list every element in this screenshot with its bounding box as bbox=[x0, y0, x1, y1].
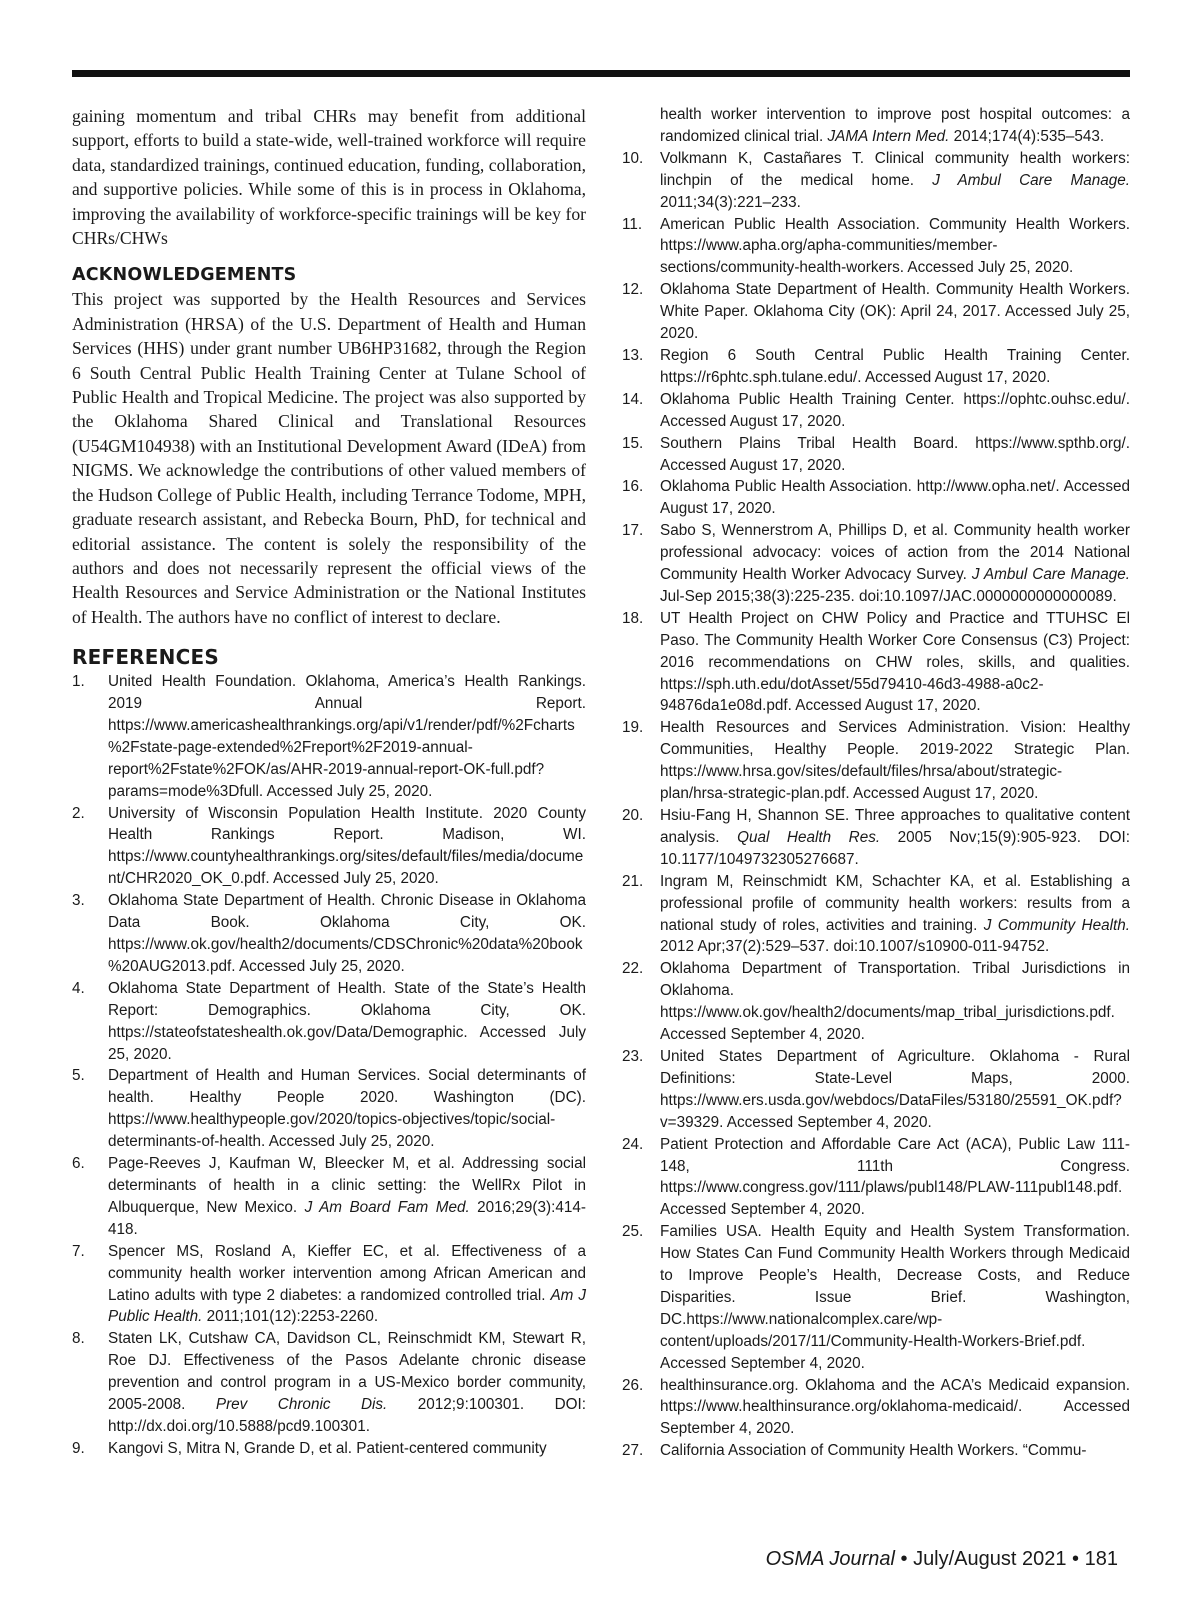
reference-number: 21. bbox=[622, 872, 644, 890]
reference-text: Health Resources and Services Administration. Vision: Healthy Communities, Healthy People. 2019-2022 Strategic Plan. https://www.hrsa.gov/sites/default/files/hrsa/about/strategic-plan/hrsa-strategic-plan.pdf. Accessed August 17, 2020. bbox=[660, 719, 1130, 803]
reference-number: 16. bbox=[622, 478, 644, 496]
reference-number: 7. bbox=[72, 1242, 85, 1260]
reference-number: 22. bbox=[622, 960, 644, 978]
reference-item bbox=[622, 476, 1130, 520]
reference-item bbox=[622, 345, 1130, 389]
references-list-left bbox=[72, 671, 586, 1460]
reference-item bbox=[622, 1221, 1130, 1374]
reference-journal: J Ambul Care Manage. bbox=[932, 171, 1130, 189]
reference-item bbox=[72, 978, 586, 1066]
reference-item bbox=[622, 433, 1130, 477]
reference-text: Oklahoma Public Health Association. http://www.opha.net/. Accessed August 17, 2020. bbox=[660, 478, 1130, 518]
reference-number: 18. bbox=[622, 609, 644, 627]
reference-journal: J Community Health. bbox=[983, 916, 1131, 934]
reference-item bbox=[72, 1438, 586, 1460]
reference-journal: Qual Health Res. bbox=[737, 828, 881, 846]
reference-text: UT Health Project on CHW Policy and Practice and TTUHSC El Paso. The Community Health Worker Core Consensus (C3) Project: 2016 recommendations on CHW roles, skills, and qualities. https://sph.uth.edu/dotAsset/55d79410-46d3-4988-a0c2-94876da1e08d.pdf. Accessed August 17, 2020. bbox=[660, 609, 1130, 715]
reference-number: 19. bbox=[622, 719, 644, 737]
reference-number: 6. bbox=[72, 1155, 85, 1173]
acknowledgements-text: This project was supported by the Health Resources and Services Administration (HRSA) of the U.S. Department of Health and Human Services (HHS) under grant number UB6HP31682, through the Region 6 South Central Public Health Training Center at Tulane School of Public Health and Tropical Medicine. The project was also supported by the Oklahoma Shared Clinical and Translational Resources (U54GM104938) with an Institutional Development Award (IDeA) from NIGMS. We acknowledge the contributions of other valued members of the Hudson College of Public Health, including Terrance Todome, MPH, graduate research assistant, and Rebecka Bourn, PhD, for technical and editorial assistance. The content is solely the responsibility of the authors and does not necessarily represent the official views of the Health Resources and Service Administration or the National Institutes of Health. The authors have no conflict of interest to declare. bbox=[72, 289, 586, 627]
reference-text: University of Wisconsin Population Health Institute. 2020 County Health Rankings Report. Madison, WI. https://www.countyhealthrankings.org/sites/default/files/media/document/CHR2020_OK_0.pdf. Accessed July 25, 2020. bbox=[108, 804, 586, 888]
references-list-right bbox=[622, 148, 1130, 1462]
reference-number: 8. bbox=[72, 1330, 85, 1348]
reference-text: Page-Reeves J, Kaufman W, Bleecker M, et al. Addressing social determinants of health in a clinic setting: the WellRx Pilot in Albuquerque, New Mexico. J Am Board Fam Med. 2016;29(3):414-418. bbox=[108, 1155, 586, 1238]
footer-page-number: 181 bbox=[1084, 1548, 1118, 1570]
reference-9-continuation: health worker intervention to improve post hospital outcomes: a randomized clinical trial. JAMA Intern Med. 2014;174(4):535–543. bbox=[660, 106, 1130, 145]
reference-number: 15. bbox=[622, 434, 644, 452]
reference-number: 4. bbox=[72, 979, 85, 997]
reference-text: Region 6 South Central Public Health Training Center. https://r6phtc.sph.tulane.edu/. Accessed August 17, 2020. bbox=[660, 346, 1130, 386]
reference-text: Spencer MS, Rosland A, Kieffer EC, et al. Effectiveness of a community health worker intervention among African American and Latino adults with type 2 diabetes: a randomized controlled trial. Am J Public Health. 2011;101(12):2253-2260. bbox=[108, 1242, 587, 1326]
reference-text: California Association of Community Health Workers. “Commu- bbox=[660, 1442, 1087, 1460]
references-heading: REFERENCES bbox=[72, 645, 219, 670]
reference-number: 27. bbox=[622, 1442, 644, 1460]
reference-text: Kangovi S, Mitra N, Grande D, et al. Patient-centered community bbox=[108, 1439, 547, 1457]
reference-number: 1. bbox=[72, 673, 85, 691]
reference-number: 2. bbox=[72, 804, 85, 822]
reference-number: 9. bbox=[72, 1439, 85, 1457]
reference-number: 3. bbox=[72, 892, 85, 910]
reference-number: 12. bbox=[622, 281, 644, 299]
reference-item bbox=[72, 1153, 586, 1241]
acknowledgements-heading: ACKNOWLEDGEMENTS bbox=[72, 265, 297, 286]
reference-text: Southern Plains Tribal Health Board. https://www.spthb.org/. Accessed August 17, 2020. bbox=[660, 434, 1130, 474]
reference-item bbox=[622, 1046, 1130, 1134]
reference-item bbox=[622, 520, 1130, 608]
reference-text: Sabo S, Wennerstrom A, Phillips D, et al. Community health worker professional advocacy: voices of action from the 2014 National Community Health Worker Advocacy Survey. J Ambul Care Manage. Jul-Sep 2015;38(3):225-235. doi:10.1097/JAC.0000000000000089. bbox=[660, 522, 1131, 605]
reference-journal: J Ambul Care Manage. bbox=[971, 566, 1131, 584]
reference-item bbox=[622, 148, 1130, 214]
reference-journal: J Am Board Fam Med. bbox=[304, 1198, 470, 1216]
reference-item bbox=[622, 958, 1130, 1046]
reference-text: Ingram M, Reinschmidt KM, Schachter KA, et al. Establishing a professional profile of community health workers: results from a national study of roles, activities and training. J Community Health. 2012 Apr;37(2):529–537. doi:10.1007/s10900-011-94752. bbox=[660, 872, 1131, 956]
header-rule bbox=[72, 70, 1130, 77]
reference-text: Oklahoma State Department of Health. Community Health Workers. White Paper. Oklahoma City (OK): April 24, 2017. Accessed July 25, 2020. bbox=[660, 281, 1130, 343]
right-column bbox=[622, 104, 1130, 1462]
reference-text: Oklahoma Public Health Training Center. https://ophtc.ouhsc.edu/. Accessed August 17, 2020. bbox=[660, 390, 1130, 430]
reference-item bbox=[72, 803, 586, 891]
reference-number: 25. bbox=[622, 1223, 644, 1241]
reference-item bbox=[622, 1134, 1130, 1222]
reference-number: 13. bbox=[622, 346, 644, 364]
reference-number: 5. bbox=[72, 1067, 85, 1085]
reference-item bbox=[622, 1375, 1130, 1441]
reference-item bbox=[72, 1328, 586, 1438]
footer-issue: July/August 2021 bbox=[913, 1548, 1067, 1570]
reference-item bbox=[72, 1065, 586, 1153]
reference-journal: Prev Chronic Dis. bbox=[215, 1396, 388, 1414]
reference-item bbox=[72, 1241, 586, 1329]
reference-number: 17. bbox=[622, 522, 644, 540]
reference-journal: Am J Public Health. bbox=[108, 1286, 587, 1326]
reference-number: 24. bbox=[622, 1135, 644, 1153]
reference-journal: JAMA Intern Med. bbox=[827, 127, 950, 145]
reference-number: 14. bbox=[622, 390, 644, 408]
reference-item bbox=[622, 871, 1130, 959]
reference-text: United States Department of Agriculture. Oklahoma - Rural Definitions: State-Level Maps, 2000. https://www.ers.usda.gov/webdocs/DataFiles/53180/25591_OK.pdf?v=39329. Accessed September 4, 2020. bbox=[660, 1047, 1130, 1131]
page-footer bbox=[766, 1545, 1118, 1573]
reference-text: Oklahoma State Department of Health. State of the State’s Health Report: Demographics. Oklahoma City, OK. https://stateofstateshealth.ok.gov/Data/Demographic. Accessed July 25, 2020. bbox=[108, 979, 586, 1063]
reference-number: 23. bbox=[622, 1047, 644, 1065]
reference-number: 20. bbox=[622, 807, 644, 824]
reference-text: United Health Foundation. Oklahoma, America’s Health Rankings. 2019 Annual Report. https://www.americashealthrankings.org/api/v1/render/pdf/%2Fcharts%2Fstate-page-extended%2Freport%2F2019-annual-report%2Fstate%2FOK/as/AHR-2019-annual-report-OK-full.pdf?params=mode%3Dfull. Accessed July 25, 2020. bbox=[108, 673, 586, 800]
reference-text: Hsiu-Fang H, Shannon SE. Three approaches to qualitative content analysis. Qual Health Res. 2005 Nov;15(9):905-923. DOI: 10.1177/1049732305276687. bbox=[660, 807, 1131, 868]
reference-item bbox=[622, 608, 1130, 718]
footer-separator: • bbox=[894, 1548, 914, 1570]
reference-item bbox=[622, 805, 1130, 871]
reference-item bbox=[622, 214, 1130, 280]
reference-number: 11. bbox=[622, 215, 643, 233]
reference-text: Department of Health and Human Services. Social determinants of health. Healthy People 2020. Washington (DC). https://www.healthypeople.gov/2020/topics-objectives/topic/social-determinants-of-health. Accessed July 25, 2020. bbox=[108, 1067, 586, 1151]
reference-item bbox=[72, 671, 586, 802]
reference-number: 10. bbox=[622, 149, 644, 167]
footer-separator: • bbox=[1066, 1548, 1085, 1570]
reference-item bbox=[72, 890, 586, 978]
reference-text: Families USA. Health Equity and Health System Transformation. How States Can Fund Community Health Workers through Medicaid to Improve People’s Health, Decrease Costs, and Reduce Disparities. Issue Brief. Washington, DC.https://www.nationalcomplex.care/wp-content/uploads/2017/11/Community-Health-Workers-Brief.pdf. Accessed September 4, 2020. bbox=[660, 1223, 1130, 1372]
reference-number: 26. bbox=[622, 1376, 644, 1394]
reference-text: healthinsurance.org. Oklahoma and the ACA’s Medicaid expansion. https://www.healthinsurance.org/oklahoma-medicaid/. Accessed September 4, 2020. bbox=[660, 1376, 1130, 1438]
reference-text: Oklahoma Department of Transportation. Tribal Jurisdictions in Oklahoma. https://www.ok.gov/health2/documents/map_tribal_jurisdictions.pdf. Accessed September 4, 2020. bbox=[660, 960, 1130, 1044]
reference-text: Patient Protection and Affordable Care Act (ACA), Public Law 111-148, 111th Congress. https://www.congress.gov/111/plaws/publ148/PLAW-111publ148.pdf. Accessed September 4, 2020. bbox=[660, 1135, 1130, 1219]
footer-journal-name: OSMA Journal bbox=[765, 1548, 895, 1570]
reference-item bbox=[622, 389, 1130, 433]
reference-item bbox=[622, 279, 1130, 345]
reference-text: Oklahoma State Department of Health. Chronic Disease in Oklahoma Data Book. Oklahoma City, OK. https://www.ok.gov/health2/documents/CDSChronic%20data%20book%20AUG2013.pdf. Accessed July 25, 2020. bbox=[108, 892, 586, 975]
reference-text: Volkmann K, Castañares T. Clinical community health workers: linchpin of the medical home. J Ambul Care Manage. 2011;34(3):221–233. bbox=[660, 149, 1130, 211]
reference-item bbox=[622, 717, 1130, 805]
left-column bbox=[72, 104, 586, 1460]
reference-text: American Public Health Association. Community Health Workers. https://www.apha.org/apha-communities/member-sections/community-health-workers. Accessed July 25, 2020. bbox=[660, 215, 1130, 277]
reference-item bbox=[622, 1440, 1130, 1462]
intro-paragraph: gaining momentum and tribal CHRs may benefit from additional support, efforts to build a state-wide, well-trained workforce will require data, standardized trainings, continued education, funding, collaboration, and supportive policies. While some of this is in process in Oklahoma, improving the availability of workforce-specific trainings will be key for CHRs/CHWs bbox=[72, 106, 586, 249]
reference-text: Staten LK, Cutshaw CA, Davidson CL, Reinschmidt KM, Stewart R, Roe DJ. Effectiveness of the Pasos Adelante chronic disease prevention and control program in a US-Mexico border community, 2005-2008. Prev Chronic Dis. 2012;9:100301. DOI: http://dx.doi.org/10.5888/pcd9.100301. bbox=[108, 1330, 587, 1435]
